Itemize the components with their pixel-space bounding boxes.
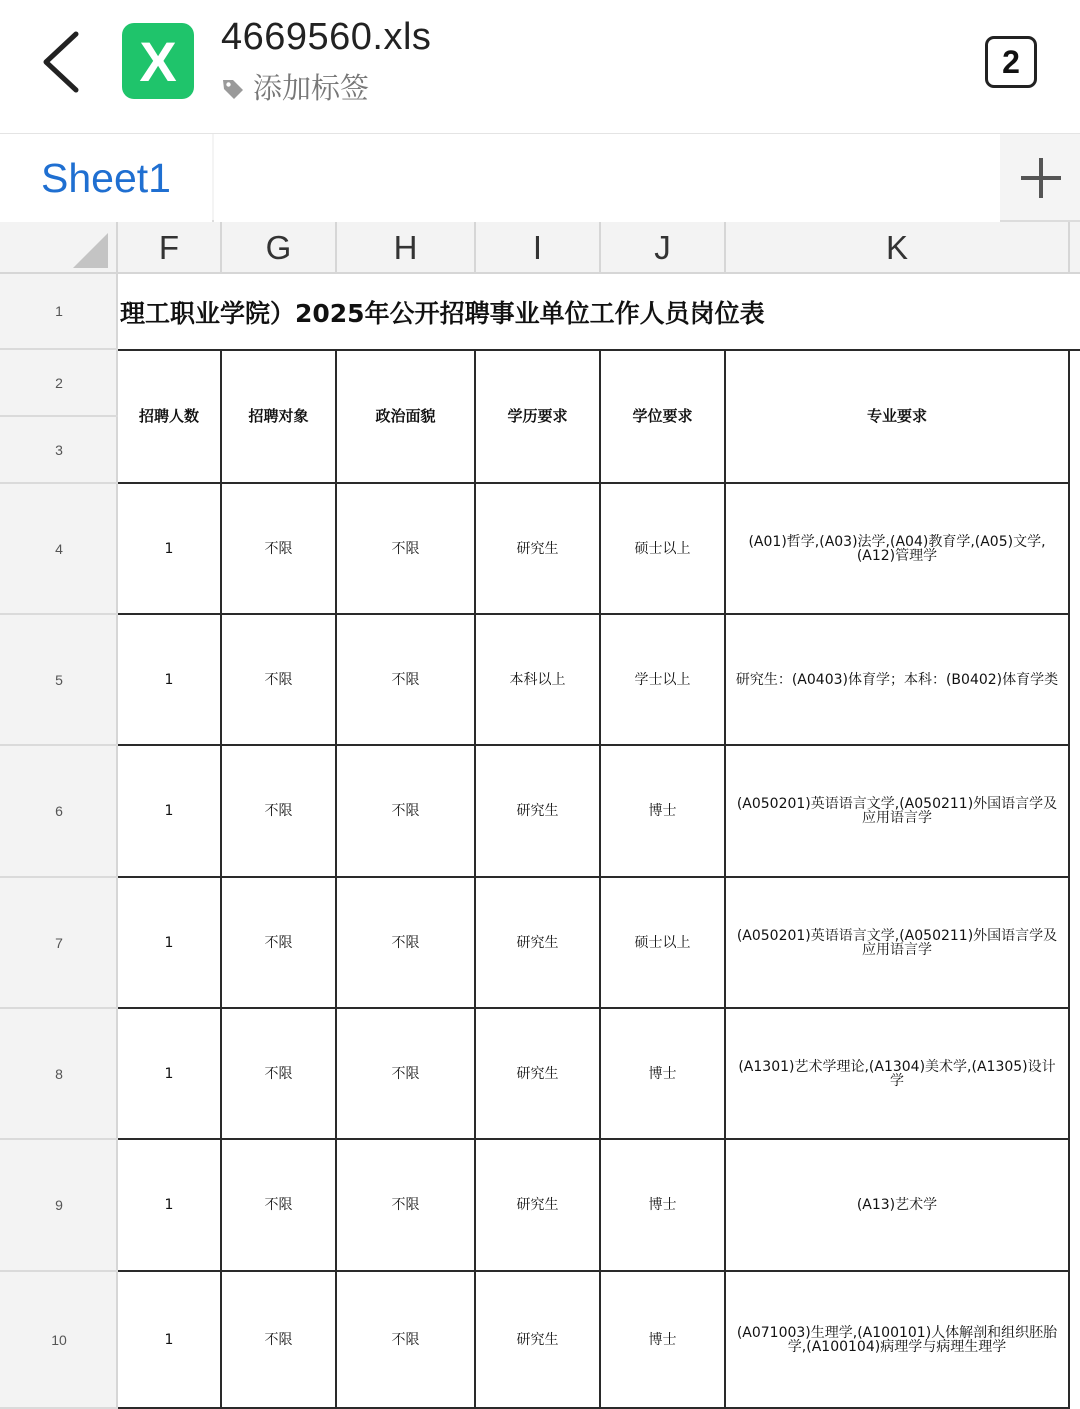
excel-file-icon: X — [122, 23, 194, 99]
row-header-bar — [0, 274, 118, 1409]
table-cell[interactable]: 1 — [118, 878, 222, 1009]
row-header-9[interactable]: 9 — [0, 1140, 118, 1272]
sheet-tab-bar — [0, 134, 1080, 222]
table-cell[interactable]: 不限 — [222, 615, 337, 746]
row-header-2[interactable]: 2 — [0, 350, 118, 417]
table-cell[interactable]: 硕士以上 — [601, 878, 726, 1009]
table-cell[interactable]: (A13)艺术学 — [726, 1140, 1070, 1272]
table-cell[interactable]: 不限 — [337, 1140, 476, 1272]
file-name: 4669560.xls — [221, 16, 432, 58]
table-cell[interactable]: 博士 — [601, 746, 726, 878]
table-cell[interactable]: 硕士以上 — [601, 484, 726, 615]
table-cell[interactable]: 博士 — [601, 1140, 726, 1272]
add-sheet-button[interactable] — [1001, 134, 1080, 222]
select-all-icon — [73, 233, 108, 268]
table-cell[interactable]: 研究生：(A0403)体育学；本科：(B0402)体育学类 — [726, 615, 1070, 746]
table-cell[interactable]: 1 — [118, 615, 222, 746]
title-bar — [0, 0, 1080, 134]
column-header-f[interactable]: F — [118, 222, 222, 274]
table-cell[interactable]: 不限 — [337, 484, 476, 615]
table-cell[interactable]: 研究生 — [476, 746, 601, 878]
column-header-g[interactable]: G — [222, 222, 337, 274]
table-cell[interactable]: 不限 — [222, 878, 337, 1009]
table-header-cell[interactable]: 招聘人数 — [118, 350, 222, 484]
table-cell[interactable]: 不限 — [222, 1009, 337, 1140]
table-cell[interactable]: 不限 — [337, 615, 476, 746]
table-cell[interactable]: 不限 — [337, 1009, 476, 1140]
table-cell[interactable]: 不限 — [222, 484, 337, 615]
table-cell[interactable]: (A1301)艺术学理论,(A1304)美术学,(A1305)设计学 — [726, 1009, 1070, 1140]
chevron-left-icon — [30, 26, 94, 96]
table-header-cell[interactable]: 政治面貌 — [337, 350, 476, 484]
table-cell[interactable]: 研究生 — [476, 484, 601, 615]
table-cell[interactable]: 学士以上 — [601, 615, 726, 746]
column-header-h[interactable]: H — [337, 222, 476, 274]
table-cell[interactable]: 1 — [118, 1272, 222, 1409]
table-cell[interactable]: 不限 — [337, 1272, 476, 1409]
sheet-count-button[interactable]: 2 — [985, 36, 1037, 88]
table-header-cell[interactable]: 学位要求 — [601, 350, 726, 484]
row-header-4[interactable]: 4 — [0, 484, 118, 615]
add-tag-label: 添加标签 — [253, 70, 370, 105]
select-all-corner[interactable] — [0, 222, 118, 274]
column-header-j[interactable]: J — [601, 222, 726, 274]
table-cell[interactable]: 博士 — [601, 1272, 726, 1409]
plus-icon — [1019, 156, 1063, 200]
row-header-8[interactable]: 8 — [0, 1009, 118, 1140]
spreadsheet-grid[interactable] — [118, 274, 1080, 1409]
tab-sheet1[interactable]: Sheet1 — [0, 134, 212, 222]
table-cell[interactable]: 1 — [118, 1140, 222, 1272]
table-cell[interactable]: 不限 — [222, 1272, 337, 1409]
table-header-cell[interactable]: 专业要求 — [726, 350, 1070, 484]
table-cell[interactable]: (A01)哲学,(A03)法学,(A04)教育学,(A05)文学,(A12)管理学 — [726, 484, 1070, 615]
column-header-i[interactable]: I — [476, 222, 601, 274]
column-header-k[interactable]: K — [726, 222, 1070, 274]
row-header-1[interactable]: 1 — [0, 274, 118, 350]
sheet-title-cell[interactable]: 理工职业学院）2025年公开招聘事业单位工作人员岗位表 — [120, 299, 765, 328]
table-cell[interactable]: 不限 — [337, 878, 476, 1009]
table-cell[interactable]: 本科以上 — [476, 615, 601, 746]
table-cell[interactable]: 研究生 — [476, 1272, 601, 1409]
table-cell[interactable]: 1 — [118, 484, 222, 615]
table-cell[interactable]: (A071003)生理学,(A100101)人体解剖和组织胚胎学,(A100104)病理学与病理生理学 — [726, 1272, 1070, 1409]
row-header-3[interactable]: 3 — [0, 417, 118, 484]
table-header-cell[interactable]: 学历要求 — [476, 350, 601, 484]
table-cell[interactable]: 博士 — [601, 1009, 726, 1140]
column-header-bar — [0, 222, 1080, 274]
row-header-5[interactable]: 5 — [0, 615, 118, 746]
table-cell[interactable]: 研究生 — [476, 1009, 601, 1140]
tab-bar-empty-area — [214, 134, 1000, 222]
row-header-7[interactable]: 7 — [0, 878, 118, 1009]
table-cell[interactable]: 1 — [118, 746, 222, 878]
back-button[interactable] — [30, 26, 94, 96]
table-header-cell[interactable]: 招聘对象 — [222, 350, 337, 484]
table-cell[interactable]: (A050201)英语语言文学,(A050211)外国语言学及应用语言学 — [726, 746, 1070, 878]
row-header-6[interactable]: 6 — [0, 746, 118, 878]
table-cell[interactable]: 研究生 — [476, 878, 601, 1009]
table-cell[interactable]: 不限 — [222, 746, 337, 878]
table-cell[interactable]: 1 — [118, 1009, 222, 1140]
table-cell[interactable]: 研究生 — [476, 1140, 601, 1272]
add-tag-button[interactable] — [221, 66, 369, 106]
table-cell[interactable]: 不限 — [222, 1140, 337, 1272]
table-cell[interactable]: 不限 — [337, 746, 476, 878]
table-cell[interactable]: (A050201)英语语言文学,(A050211)外国语言学及应用语言学 — [726, 878, 1070, 1009]
row-header-10[interactable]: 10 — [0, 1272, 118, 1409]
tag-icon — [221, 77, 245, 101]
